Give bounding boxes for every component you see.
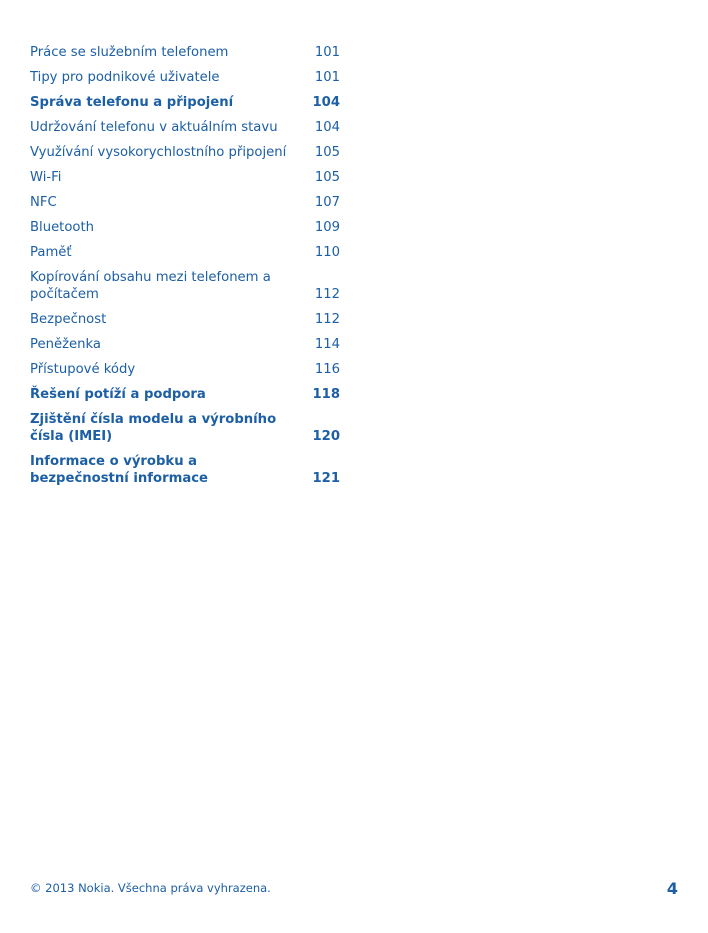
page-number: 4 bbox=[666, 879, 678, 898]
toc-entry-page: 112 bbox=[314, 312, 340, 327]
toc-entry-title: Paměť bbox=[30, 245, 72, 260]
toc-entry-title: Wi-Fi bbox=[30, 170, 62, 185]
toc-entry[interactable] bbox=[30, 265, 340, 307]
toc-section-heading[interactable] bbox=[30, 382, 340, 407]
table-of-contents bbox=[30, 40, 340, 491]
toc-entry-page: 116 bbox=[314, 362, 340, 377]
toc-entry[interactable] bbox=[30, 307, 340, 332]
toc-entry-page: 105 bbox=[314, 145, 340, 160]
toc-entry-page: 101 bbox=[314, 45, 340, 60]
toc-entry-title: Bluetooth bbox=[30, 220, 95, 235]
toc-entry-page: 109 bbox=[314, 220, 340, 235]
toc-entry-title: Řešení potíží a podpora bbox=[30, 387, 206, 402]
toc-entry-page: 101 bbox=[314, 70, 340, 85]
toc-entry[interactable] bbox=[30, 115, 340, 140]
toc-entry-title: Informace o výrobku a bezpečnostní informace bbox=[30, 454, 208, 486]
toc-entry-page: 118 bbox=[312, 387, 340, 402]
toc-entry-title: Kopírování obsahu mezi telefonem a počítačem bbox=[30, 270, 271, 302]
toc-entry-title: Udržování telefonu v aktuálním stavu bbox=[30, 120, 278, 135]
toc-entry-title: Přístupové kódy bbox=[30, 362, 136, 377]
toc-entry-page: 104 bbox=[312, 95, 340, 110]
toc-entry-title: NFC bbox=[30, 195, 57, 210]
toc-entry-page: 121 bbox=[312, 471, 340, 486]
toc-entry[interactable] bbox=[30, 240, 340, 265]
toc-entry[interactable] bbox=[30, 332, 340, 357]
toc-entry-title: Práce se služebním telefonem bbox=[30, 45, 229, 60]
toc-entry-page: 107 bbox=[314, 195, 340, 210]
toc-entry[interactable] bbox=[30, 65, 340, 90]
toc-section-heading[interactable] bbox=[30, 90, 340, 115]
toc-entry[interactable] bbox=[30, 140, 340, 165]
footer-copyright: © 2013 Nokia. Všechna práva vyhrazena. bbox=[30, 881, 271, 895]
toc-entry[interactable] bbox=[30, 190, 340, 215]
toc-entry-title: Peněženka bbox=[30, 337, 101, 352]
toc-entry-title: Využívání vysokorychlostního připojení bbox=[30, 145, 287, 160]
toc-entry-title: Správa telefonu a připojení bbox=[30, 95, 234, 110]
toc-entry-page: 112 bbox=[314, 287, 340, 302]
toc-entry[interactable] bbox=[30, 165, 340, 190]
toc-entry[interactable] bbox=[30, 357, 340, 382]
toc-entry-page: 120 bbox=[312, 429, 340, 444]
toc-entry[interactable] bbox=[30, 215, 340, 240]
toc-entry-page: 105 bbox=[314, 170, 340, 185]
toc-entry-title: Tipy pro podnikové uživatele bbox=[30, 70, 220, 85]
toc-entry-page: 104 bbox=[314, 120, 340, 135]
toc-entry[interactable] bbox=[30, 40, 340, 65]
toc-section-heading[interactable] bbox=[30, 407, 340, 449]
toc-entry-page: 110 bbox=[314, 245, 340, 260]
toc-entry-title: Zjištění čísla modelu a výrobního čísla (IMEI) bbox=[30, 412, 277, 444]
toc-entry-title: Bezpečnost bbox=[30, 312, 107, 327]
toc-section-heading[interactable] bbox=[30, 449, 340, 491]
toc-entry-page: 114 bbox=[314, 337, 340, 352]
